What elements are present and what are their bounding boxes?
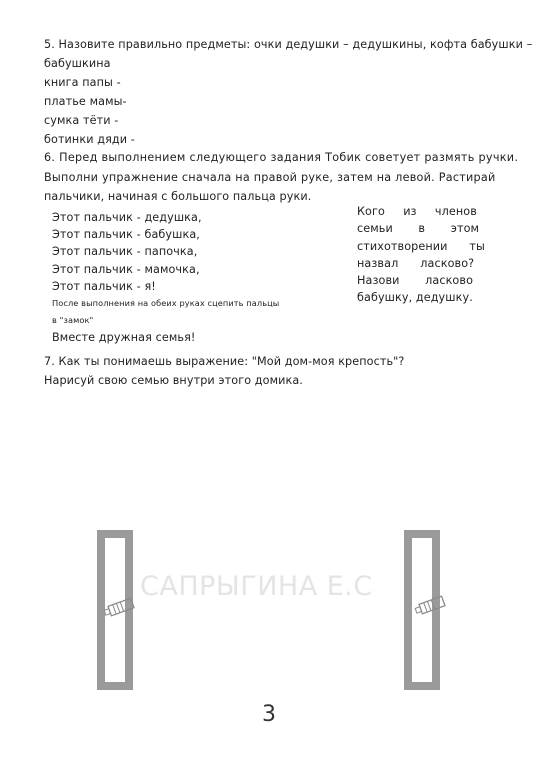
poem-note: в "замок" [52,315,94,326]
poem-line: Этот пальчик - бабушка, [52,228,200,242]
poem-closing: Вместе дружная семья! [52,331,196,345]
question-line: семьи в этом [357,222,480,236]
page-number: 3 [262,702,276,727]
task6-intro-line: пальчики, начиная с большого пальца руки. [44,190,312,203]
task5-item: сумка тёти - [44,114,119,127]
task5-block [44,35,533,149]
task6-question [357,203,483,307]
task5-item: ботинки дяди - [44,133,135,146]
task7-block [44,352,484,390]
task6-intro-line: 6. Перед выполнением следующего задания Тобик советует размять ручки. [44,151,519,164]
task5-item: платье мамы- [44,95,127,108]
question-line: Назови ласково [357,274,474,288]
poem-line: Этот пальчик - папочка, [52,245,198,259]
poem-line: Этот пальчик - дедушка, [52,211,202,224]
poem-note: После выполнения на обеих руках сцепить пальцы [52,298,280,309]
watermark: САПРЫГИНА Е.С [140,571,373,602]
question-line: стихотворении ты [357,239,485,253]
task7-question: 7. Как ты понимаешь выражение: "Мой дом-моя крепость"? [44,355,405,368]
task5-item: книга папы - [44,76,121,89]
task5-heading-cont: бабушкина [44,57,111,70]
task7-instruction: Нарисуй свою семью внутри этого домика. [44,374,303,387]
left-door-latch-icon [103,594,139,620]
poem-line: Этот пальчик - мамочка, [52,262,200,276]
right-door-latch-icon [414,592,450,618]
task6-intro-line: Выполни упражнение сначала на правой руке, затем на левой. Растирай [44,170,496,184]
task5-heading: 5. Назовите правильно предметы: очки дедушки – дедушкины, кофта бабушки – [44,38,533,51]
finger-poem [52,209,312,347]
question-line: назвал ласково? [357,256,475,270]
question-line: бабушку, дедушку. [357,291,473,305]
poem-line: Этот пальчик - я! [52,279,156,293]
task6-intro [44,148,519,207]
question-line: Кого из членов [357,205,477,218]
